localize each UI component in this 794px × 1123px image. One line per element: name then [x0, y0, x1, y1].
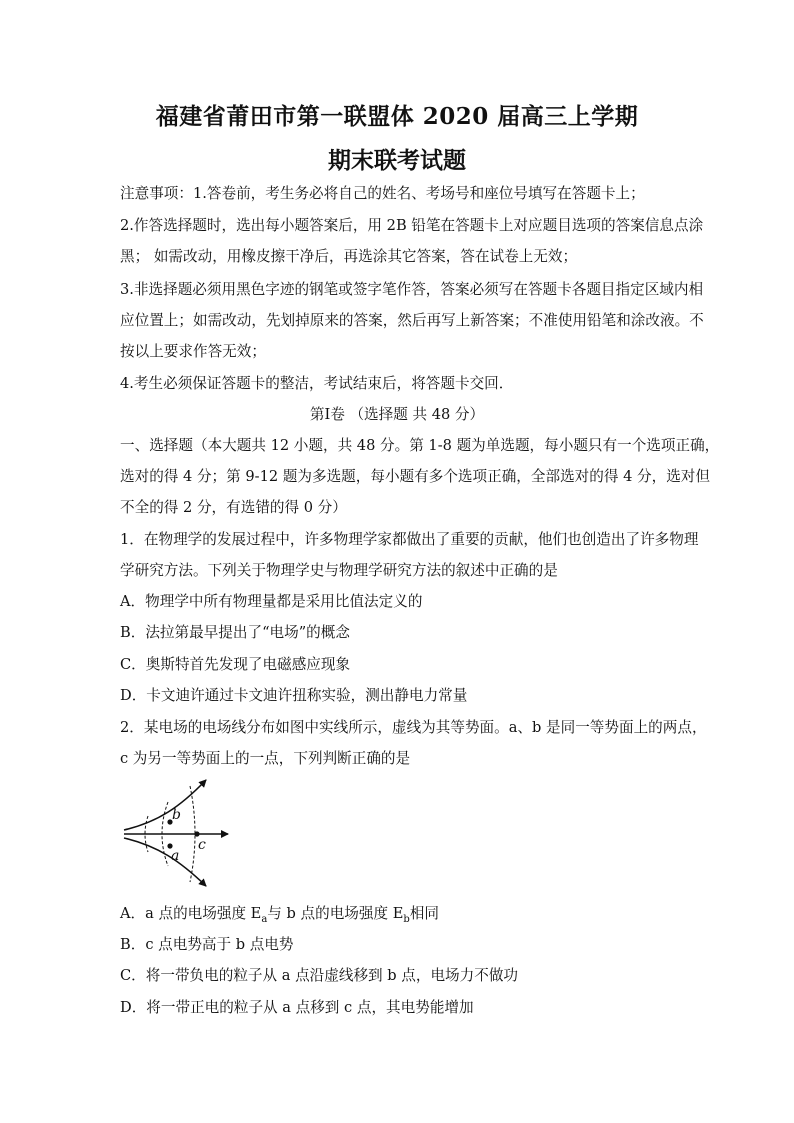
q2-option-a — [120, 904, 439, 930]
q2-stem-2: c 为另一等势面上的一点，下列判断正确的是 — [120, 750, 411, 767]
q2-stem-1: 2．某电场的电场线分布如图中实线所示，虚线为其等势面。a、b 是同一等势面上的两点， — [120, 719, 707, 736]
q2-option-b: B．c 点电势高于 b 点电势 — [120, 936, 294, 953]
notes-line-7: 4.考生必须保证答题卡的整洁，考试结束后，将答题卡交回． — [120, 375, 514, 392]
notes-line-5: 应位置上；如需改动，先划掉原来的答案，然后再写上新答案；不准使用铅笔和涂改液。不 — [120, 312, 704, 329]
q1-option-c: C．奥斯特首先发现了电磁感应现象 — [120, 656, 351, 673]
q2-option-c: C．将一带负电的粒子从 a 点沿虚线移到 b 点，电场力不做功 — [120, 967, 519, 984]
notes-line-6: 按以上要求作答无效； — [120, 343, 266, 360]
q1-option-a: A．物理学中所有物理量都是采用比值法定义的 — [120, 593, 423, 610]
q1-stem-2: 学研究方法。下列关于物理学史与物理学研究方法的叙述中正确的是 — [120, 562, 558, 579]
exam-subtitle: 期末联考试题 — [328, 147, 466, 174]
label-a: a — [171, 848, 180, 864]
q1-stem-1: 1．在物理学的发展过程中，许多物理学家都做出了重要的贡献，他们也创造出了许多物理 — [120, 531, 699, 548]
subscript-b: b — [403, 913, 410, 925]
label-b: b — [172, 807, 181, 823]
part1-line-3: 不全的得 2 分，有选错的得 0 分） — [120, 499, 347, 516]
notes-line-1: 注意事项：1.答卷前，考生务必将自己的姓名、考场号和座位号填写在答题卡上； — [120, 185, 645, 202]
q2-option-a-pre: A．a 点的电场强度 E — [120, 905, 262, 922]
q2-option-a-mid: 与 b 点的电场强度 E — [267, 905, 404, 922]
electric-field-figure — [118, 772, 233, 890]
notes-line-3: 黑； 如需改动，用橡皮擦干净后，再选涂其它答案，答在试卷上无效； — [120, 248, 578, 265]
label-c: c — [198, 837, 206, 853]
q1-option-d: D．卡文迪许通过卡文迪许扭称实验，测出静电力常量 — [120, 687, 468, 704]
notes-line-2: 2.作答选择题时，选出每小题答案后，用 2B 铅笔在答题卡上对应题目选项的答案信息点涂 — [120, 217, 704, 234]
q2-option-a-post: 相同 — [409, 905, 439, 922]
notes-line-4: 3.非选择题必须用黑色字迹的钢笔或签字笔作答，答案必须写在答题卡各题目指定区域内相 — [120, 281, 704, 298]
q1-option-b: B．法拉第最早提出了“电场”的概念 — [120, 624, 350, 641]
point-c — [194, 831, 199, 836]
exam-title: 福建省莆田市第一联盟体 2020 届高三上学期 — [155, 103, 639, 130]
field-line-upper — [124, 780, 206, 830]
section-heading: 第Ⅰ卷 （选择题 共 48 分） — [309, 406, 485, 423]
part1-line-2: 选对的得 4 分；第 9-12 题为多选题，每小题有多个选项正确，全部选对的得 4 分，选对但 — [120, 468, 710, 485]
part1-line-1: 一、选择题（本大题共 12 小题，共 48 分。第 1-8 题为单选题，每小题只有一个选项正确， — [120, 437, 720, 454]
subscript-a: a — [261, 913, 268, 925]
q2-option-d: D．将一带正电的粒子从 a 点移到 c 点，其电势能增加 — [120, 999, 474, 1016]
